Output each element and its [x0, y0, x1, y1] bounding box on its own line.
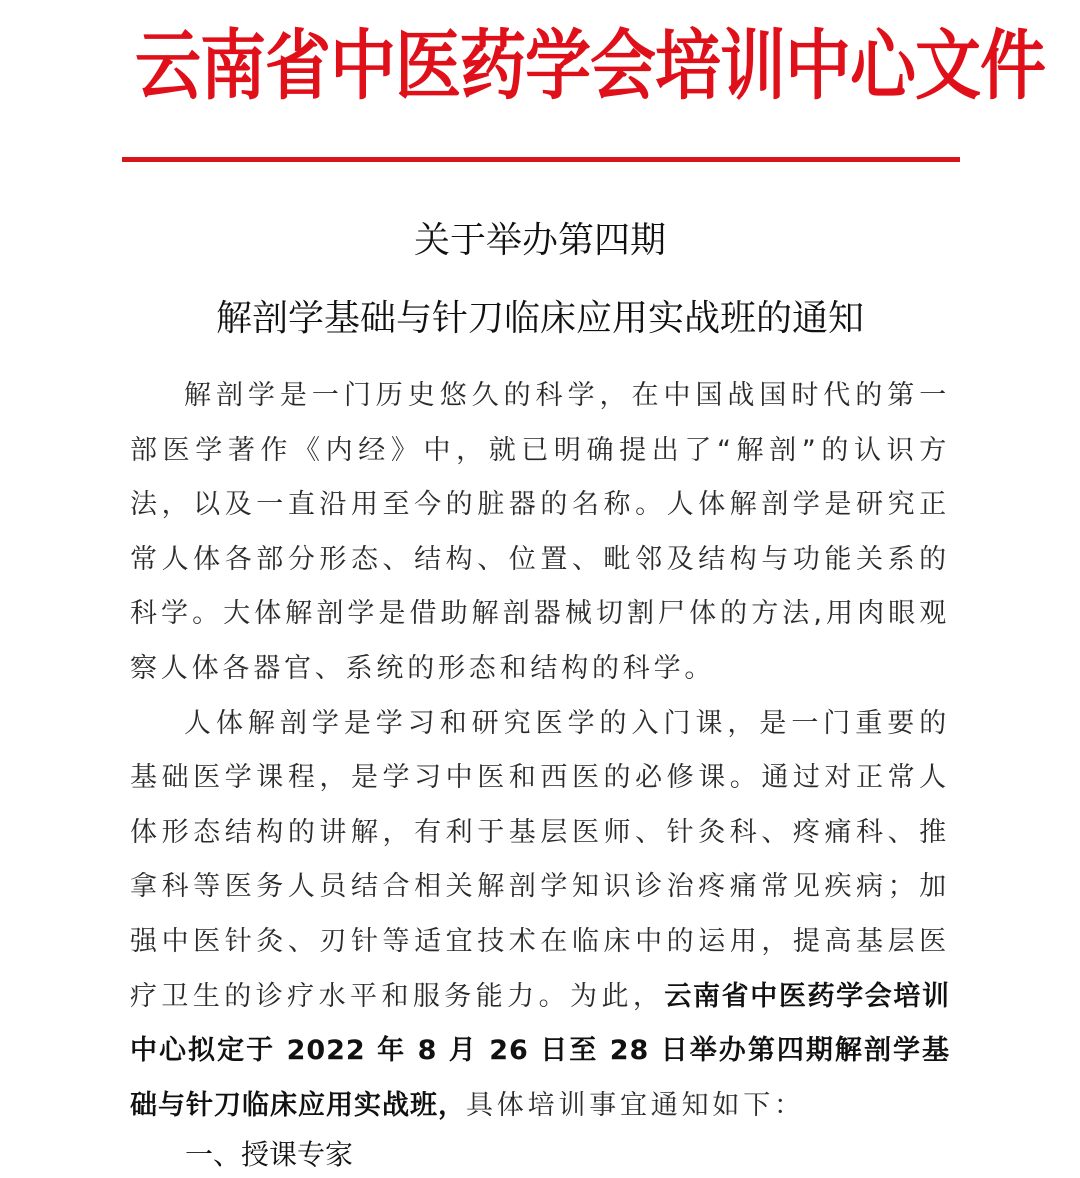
paragraph-2-emphasis: 云南省中医药学会培训中心拟定于 2022 年 8 月 26 日至 28 日举办第四期解剖学基础与针刀临床应用实战班， — [130, 980, 951, 1121]
org-title: 云南省中医药学会培训中心文件 — [135, 20, 1045, 111]
paragraph-2-closing: 具体培训事宜通知如下： — [466, 1089, 805, 1121]
paragraph-2-intro: 人体解剖学是学习和研究医学的入门课，是一门重要的基础医学课程，是学习中医和西医的必修课。通过对正常人体形态结构的讲解，有利于基层医师、针灸科、疼痛科、推拿科等医务人员结合相关解剖学知识诊治疼痛常见疾病；加强中医针灸、刃针等适宜技术在临床中的运用，提高基层医疗卫生的诊疗水平和服务能力。为此， — [130, 707, 950, 1012]
paragraph-1: 解剖学是一门历史悠久的科学，在中国战国时代的第一部医学著作《内经》中，就已明确提出了“解剖”的认识方法，以及一直沿用至今的脏器的名称。人体解剖学是研究正常人体各部分形态、结构、位置、毗邻及结构与功能关系的科学。大体解剖学是借助解剖器械切割尸体的方法,用肉眼观察人体各器官、系统的形态和结构的科学。 — [130, 380, 950, 684]
notice-body — [130, 369, 950, 1133]
document-header — [0, 0, 1080, 130]
header-divider — [122, 157, 960, 162]
notice-title-line2: 解剖学基础与针刀临床应用实战班的通知 — [215, 298, 864, 339]
paragraph-2 — [130, 697, 950, 1134]
section-heading-instructors: 一、授课专家 — [185, 1138, 354, 1171]
notice-title-line1: 关于举办第四期 — [413, 220, 666, 261]
